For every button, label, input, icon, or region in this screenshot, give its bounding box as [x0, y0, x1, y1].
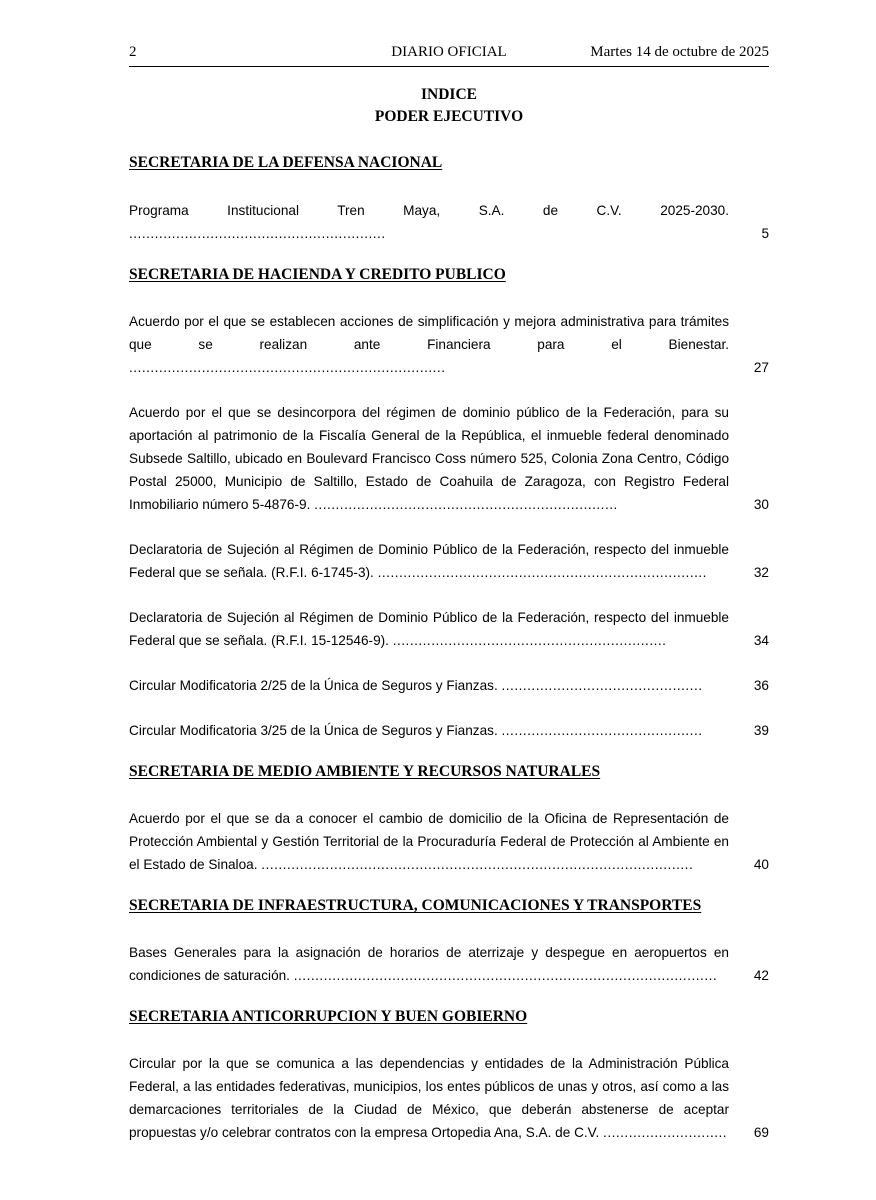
section-heading: SECRETARIA DE INFRAESTRUCTURA, COMUNICACIONES Y TRANSPORTES: [129, 897, 702, 914]
entry-text: Circular Modificatoria 2/25 de la Única de Seguros y Fianzas. ...............................................: [129, 678, 703, 693]
entry-text: Declaratoria de Sujeción al Régimen de Dominio Público de la Federación, respecto del inmueble Federal que se señala. (R.F.I. 15-12546-9). ................................................................: [129, 610, 729, 648]
entry-page: 69: [753, 1125, 769, 1140]
entry-page: 27: [753, 360, 769, 375]
index-entry[interactable]: [129, 674, 769, 697]
index-titles: [129, 84, 769, 128]
index-entry[interactable]: [129, 807, 769, 876]
entry-text: Declaratoria de Sujeción al Régimen de Dominio Público de la Federación, respecto del inmueble Federal que se señala. (R.F.I. 6-1745-3). .............................................................................: [129, 542, 729, 580]
entry-page: 40: [753, 857, 769, 872]
entry-page: 34: [753, 633, 769, 648]
entry-text: Acuerdo por el que se da a conocer el cambio de domicilio de la Oficina de Representación de Protección Ambiental y Gestión Territorial de la Procuraduría Federal de Protección al Ambiente en el Estado de Sinaloa. .....................................................................................................: [129, 811, 729, 872]
publication-date: Martes 14 de octubre de 2025: [590, 44, 769, 60]
page-number: 2: [129, 44, 137, 60]
index-entry[interactable]: [129, 1052, 769, 1144]
entry-page: 30: [753, 497, 769, 512]
index-entry[interactable]: [129, 606, 769, 652]
entry-text: Circular por la que se comunica a las dependencias y entidades de la Administración Pública Federal, a las entidades federativas, municipios, los entes públicos de unas y otros, así como a las demarcaciones territoriales de la Ciudad de México, que deberán abstenerse de aceptar propuestas y/o celebrar contratos con la empresa Ortopedia Ana, S.A. de C.V. .............................: [129, 1056, 729, 1140]
entry-text: Circular Modificatoria 3/25 de la Única de Seguros y Fianzas. ...............................................: [129, 723, 703, 738]
entry-text: Bases Generales para la asignación de horarios de aterrizaje y despegue en aeropuertos en condiciones de saturación. ...................................................................................................: [129, 945, 729, 983]
index-entry[interactable]: [129, 941, 769, 987]
entry-page: 42: [753, 968, 769, 983]
index-subtitle: PODER EJECUTIVO: [374, 108, 524, 125]
index-content: [129, 152, 769, 1144]
publication-name: DIARIO OFICIAL: [391, 44, 507, 60]
entry-page: 5: [761, 226, 769, 241]
entry-text: Acuerdo por el que se establecen acciones de simplificación y mejora administrativa para trámites que se realizan ante Financiera para el Bienestar. ..........................................................................: [129, 314, 729, 375]
entry-text: Programa Institucional Tren Maya, S.A. de C.V. 2025-2030. ............................................................: [129, 203, 729, 241]
index-entry[interactable]: [129, 401, 769, 516]
index-title: INDICE: [421, 86, 477, 103]
section-heading: SECRETARIA DE HACIENDA Y CREDITO PUBLICO: [129, 266, 506, 283]
index-entry[interactable]: [129, 199, 769, 245]
section-heading: SECRETARIA DE MEDIO AMBIENTE Y RECURSOS NATURALES: [129, 763, 601, 780]
entry-page: 39: [753, 723, 769, 738]
entry-page: 32: [753, 565, 769, 580]
index-entry[interactable]: [129, 719, 769, 742]
index-entry[interactable]: [129, 538, 769, 584]
index-entry[interactable]: [129, 310, 769, 379]
page-header: [129, 44, 769, 67]
entry-text: Acuerdo por el que se desincorpora del régimen de dominio público de la Federación, para su aportación al patrimonio de la Fiscalía General de la República, el inmueble federal denominado Subsede Saltillo, ubicado en Boulevard Francisco Coss número 525, Colonia Zona Centro, Código Postal 25000, Municipio de Saltillo, Estado de Coahuila de Zaragoza, con Registro Federal Inmobiliario número 5-4876-9. .......................................................................: [129, 405, 729, 512]
section-heading: SECRETARIA DE LA DEFENSA NACIONAL: [129, 154, 443, 171]
section-heading: SECRETARIA ANTICORRUPCION Y BUEN GOBIERNO: [129, 1008, 528, 1025]
entry-page: 36: [753, 678, 769, 693]
